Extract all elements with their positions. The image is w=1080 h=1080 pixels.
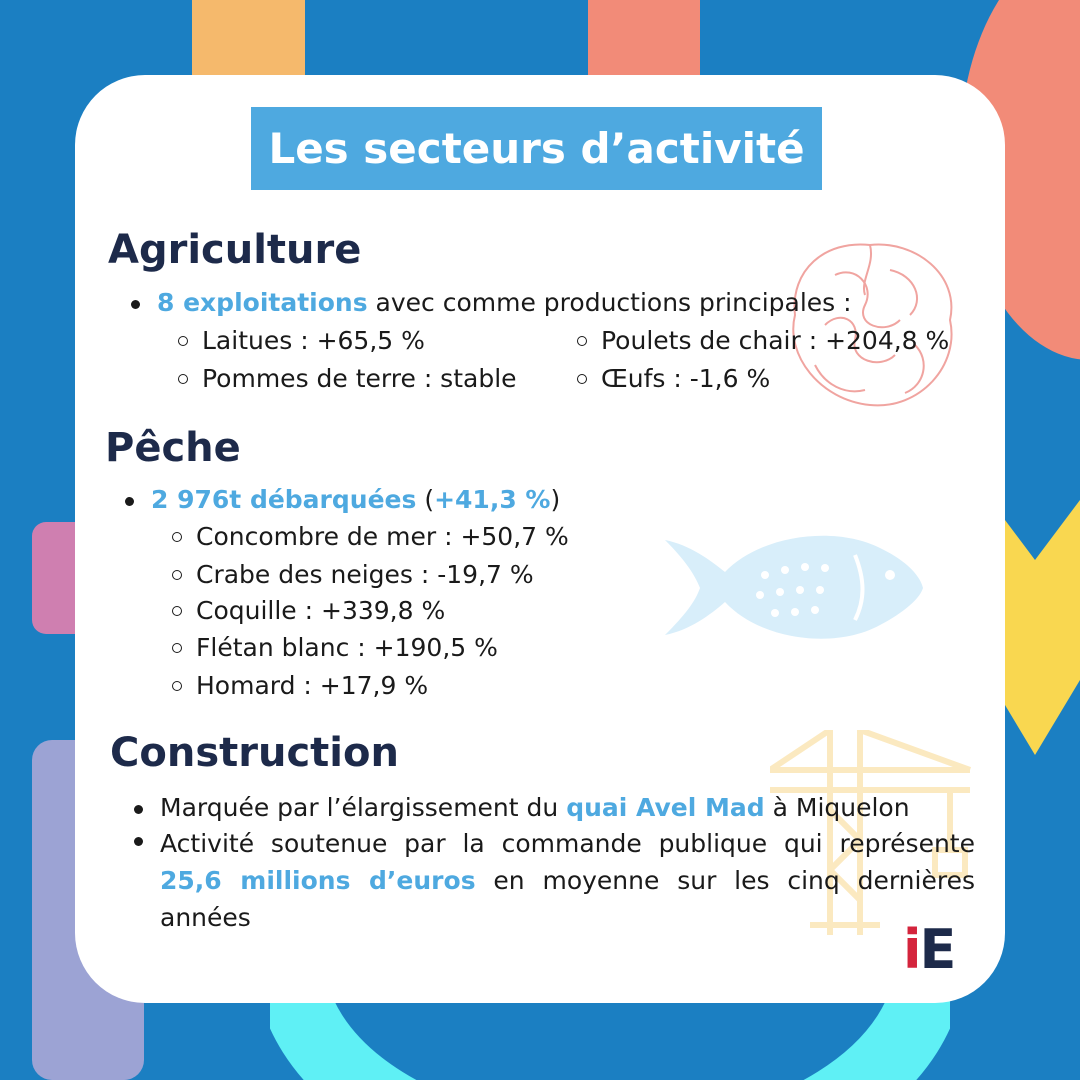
list-item: Flétan blanc : +190,5 % (196, 633, 498, 662)
quai-name: quai Avel Mad (566, 793, 765, 822)
list-item: Concombre de mer : +50,7 % (196, 522, 569, 551)
list-item: Pommes de terre : stable (202, 364, 517, 393)
list-item: Laitues : +65,5 % (202, 326, 425, 355)
construction-b2-text: Activité soutenue par la commande publique qui représente (160, 829, 975, 858)
agriculture-intro (157, 288, 852, 317)
construction-b2-end: en moyenne sur les cinq dernières années (160, 866, 975, 932)
construction-b1-end: à Miquelon (764, 793, 910, 822)
content-card (75, 75, 1005, 1003)
bg-salmon-bar (588, 0, 700, 80)
agriculture-intro-text: avec comme productions principales : (367, 288, 852, 317)
agriculture-heading: Agriculture (108, 227, 362, 273)
bg-orange-bar (192, 0, 305, 80)
construction-b1-text: Marquée par l’élargissement du (160, 793, 567, 822)
public-spending: 25,6 millions d’euros (160, 866, 476, 895)
lettuce-icon (765, 225, 975, 425)
ie-logo: iE (903, 918, 955, 981)
peche-intro (151, 485, 560, 514)
list-item: Coquille : +339,8 % (196, 596, 446, 625)
tonnage-change: +41,3 % (434, 485, 551, 514)
exploitations-count: 8 exploitations (157, 288, 368, 317)
list-item: Crabe des neiges : -19,7 % (196, 560, 534, 589)
page-title: Les secteurs d’activité (251, 107, 822, 190)
construction-bullet-1 (160, 793, 910, 822)
list-item: Poulets de chair : +204,8 % (601, 326, 950, 355)
fish-icon (665, 520, 925, 655)
list-item: Homard : +17,9 % (196, 671, 429, 700)
paren-open: ( (416, 485, 435, 514)
logo-letter: E (919, 918, 955, 981)
peche-heading: Pêche (105, 425, 241, 471)
list-item: Œufs : -1,6 % (601, 364, 771, 393)
construction-bullet-2 (160, 825, 975, 936)
tonnage: 2 976t débarquées (151, 485, 417, 514)
paren-close: ) (550, 485, 561, 514)
construction-heading: Construction (110, 730, 399, 776)
